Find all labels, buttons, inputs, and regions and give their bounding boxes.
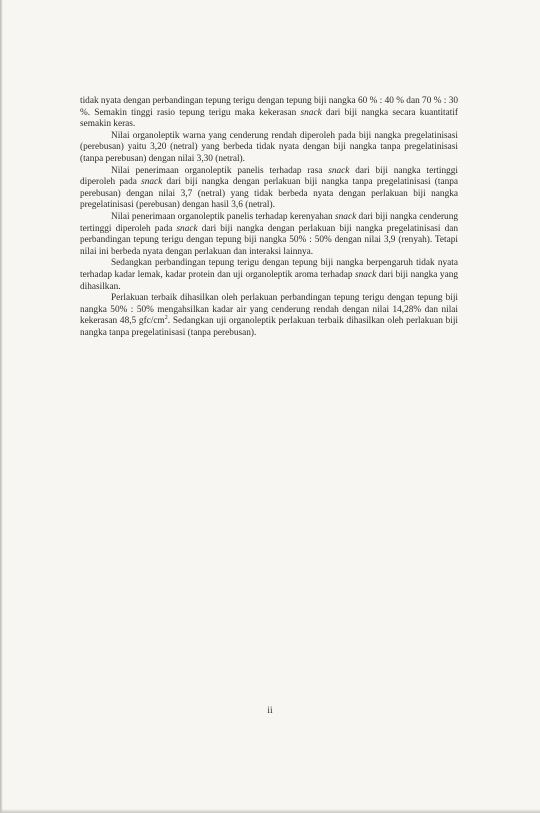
text-run: dari biji nangka secara kuantitatif semakin keras. xyxy=(80,107,458,130)
paragraph-2 xyxy=(80,166,458,212)
page-bottom-shadow xyxy=(0,809,540,813)
text-run: tidak nyata dengan perbandingan tepung terigu dengan tepung biji nangka 60 % : 40 % dan 70 % : 30 %. Semakin tinggi rasio tepung terigu maka kekerasan xyxy=(80,96,458,118)
text-run: dari biji nangka dengan perlakuan biji nangka tanpa pregelatinisasi (tanpa perebusan) dengan nilai 3,7 (netral) yang tidak berbeda nyata dengan perlakuan biji nangka pregelatinisasi (perebusan) dengan hasil 3,6 (netral). xyxy=(80,177,458,211)
italic-term: snack xyxy=(141,177,163,188)
paragraph-3 xyxy=(80,212,458,258)
page-number: ii xyxy=(267,706,273,716)
text-run: Sedangkan perbandingan tepung terigu dengan tepung biji nangka berpengaruh tidak nyata terhadap kadar lemak, kadar protein dan uji organoleptik aroma terhadap xyxy=(80,258,458,280)
text-run: Nilai penerimaan organoleptik panelis terhadap rasa xyxy=(111,165,329,176)
italic-term: snack xyxy=(176,223,198,234)
body-text xyxy=(80,96,458,339)
italic-term: snack xyxy=(328,165,350,176)
italic-term: snack xyxy=(335,211,357,222)
paragraph-1 xyxy=(80,131,458,166)
page-edge-shadow xyxy=(0,0,3,813)
italic-term: snack xyxy=(300,107,322,118)
text-run: dari biji nangka dengan perlakuan biji nangka pregelatinisasi dan perbandingan tepung terigu dengan tepung biji nangka 50% : 50% dengan nilai 3,9 (renyah). Tetapi nilai ini berbeda nyata dengan perlakuan dan interaksi lainnya. xyxy=(80,223,458,257)
text-run: Perlakuan terbaik dihasilkan oleh perlakuan perbandingan tepung terigu dengan tepung biji nangka 50% : 50% mengahsilkan kadar air yang cenderung rendah dengan nilai 14,28% dan nilai kekerasan 48,5 gfc/cm xyxy=(80,293,458,327)
paragraph-4 xyxy=(80,258,458,293)
italic-term: snack xyxy=(355,269,377,280)
text-run: dari biji nangka cenderung tertinggi diperoleh pada xyxy=(80,211,458,234)
text-run: Nilai organoleptik warna yang cenderung rendah diperoleh pada biji nangka pregelatinisasi (perebusan) yaitu 3,20 (netral) yang berbeda tidak nyata dengan biji nangka tanpa pregelatinisasi (tanpa perebusan) dengan nilai 3,30 (netral). xyxy=(80,130,458,164)
paragraph-0 xyxy=(80,96,458,131)
text-run: Nilai penerimaan organoleptik panelis terhadap kerenyahan xyxy=(111,211,336,222)
text-run: . Sedangkan uji organoleptik perlakuan terbaik dihasilkan oleh perlakuan biji nangka tanpa pregelatinisasi (tanpa perebusan). xyxy=(80,316,458,338)
text-run: dari biji nangka yang dihasilkan. xyxy=(80,269,458,292)
paragraph-5 xyxy=(80,293,458,339)
superscript: 2 xyxy=(164,315,168,322)
text-run: dari biji nangka tertinggi diperoleh pada xyxy=(80,165,458,188)
